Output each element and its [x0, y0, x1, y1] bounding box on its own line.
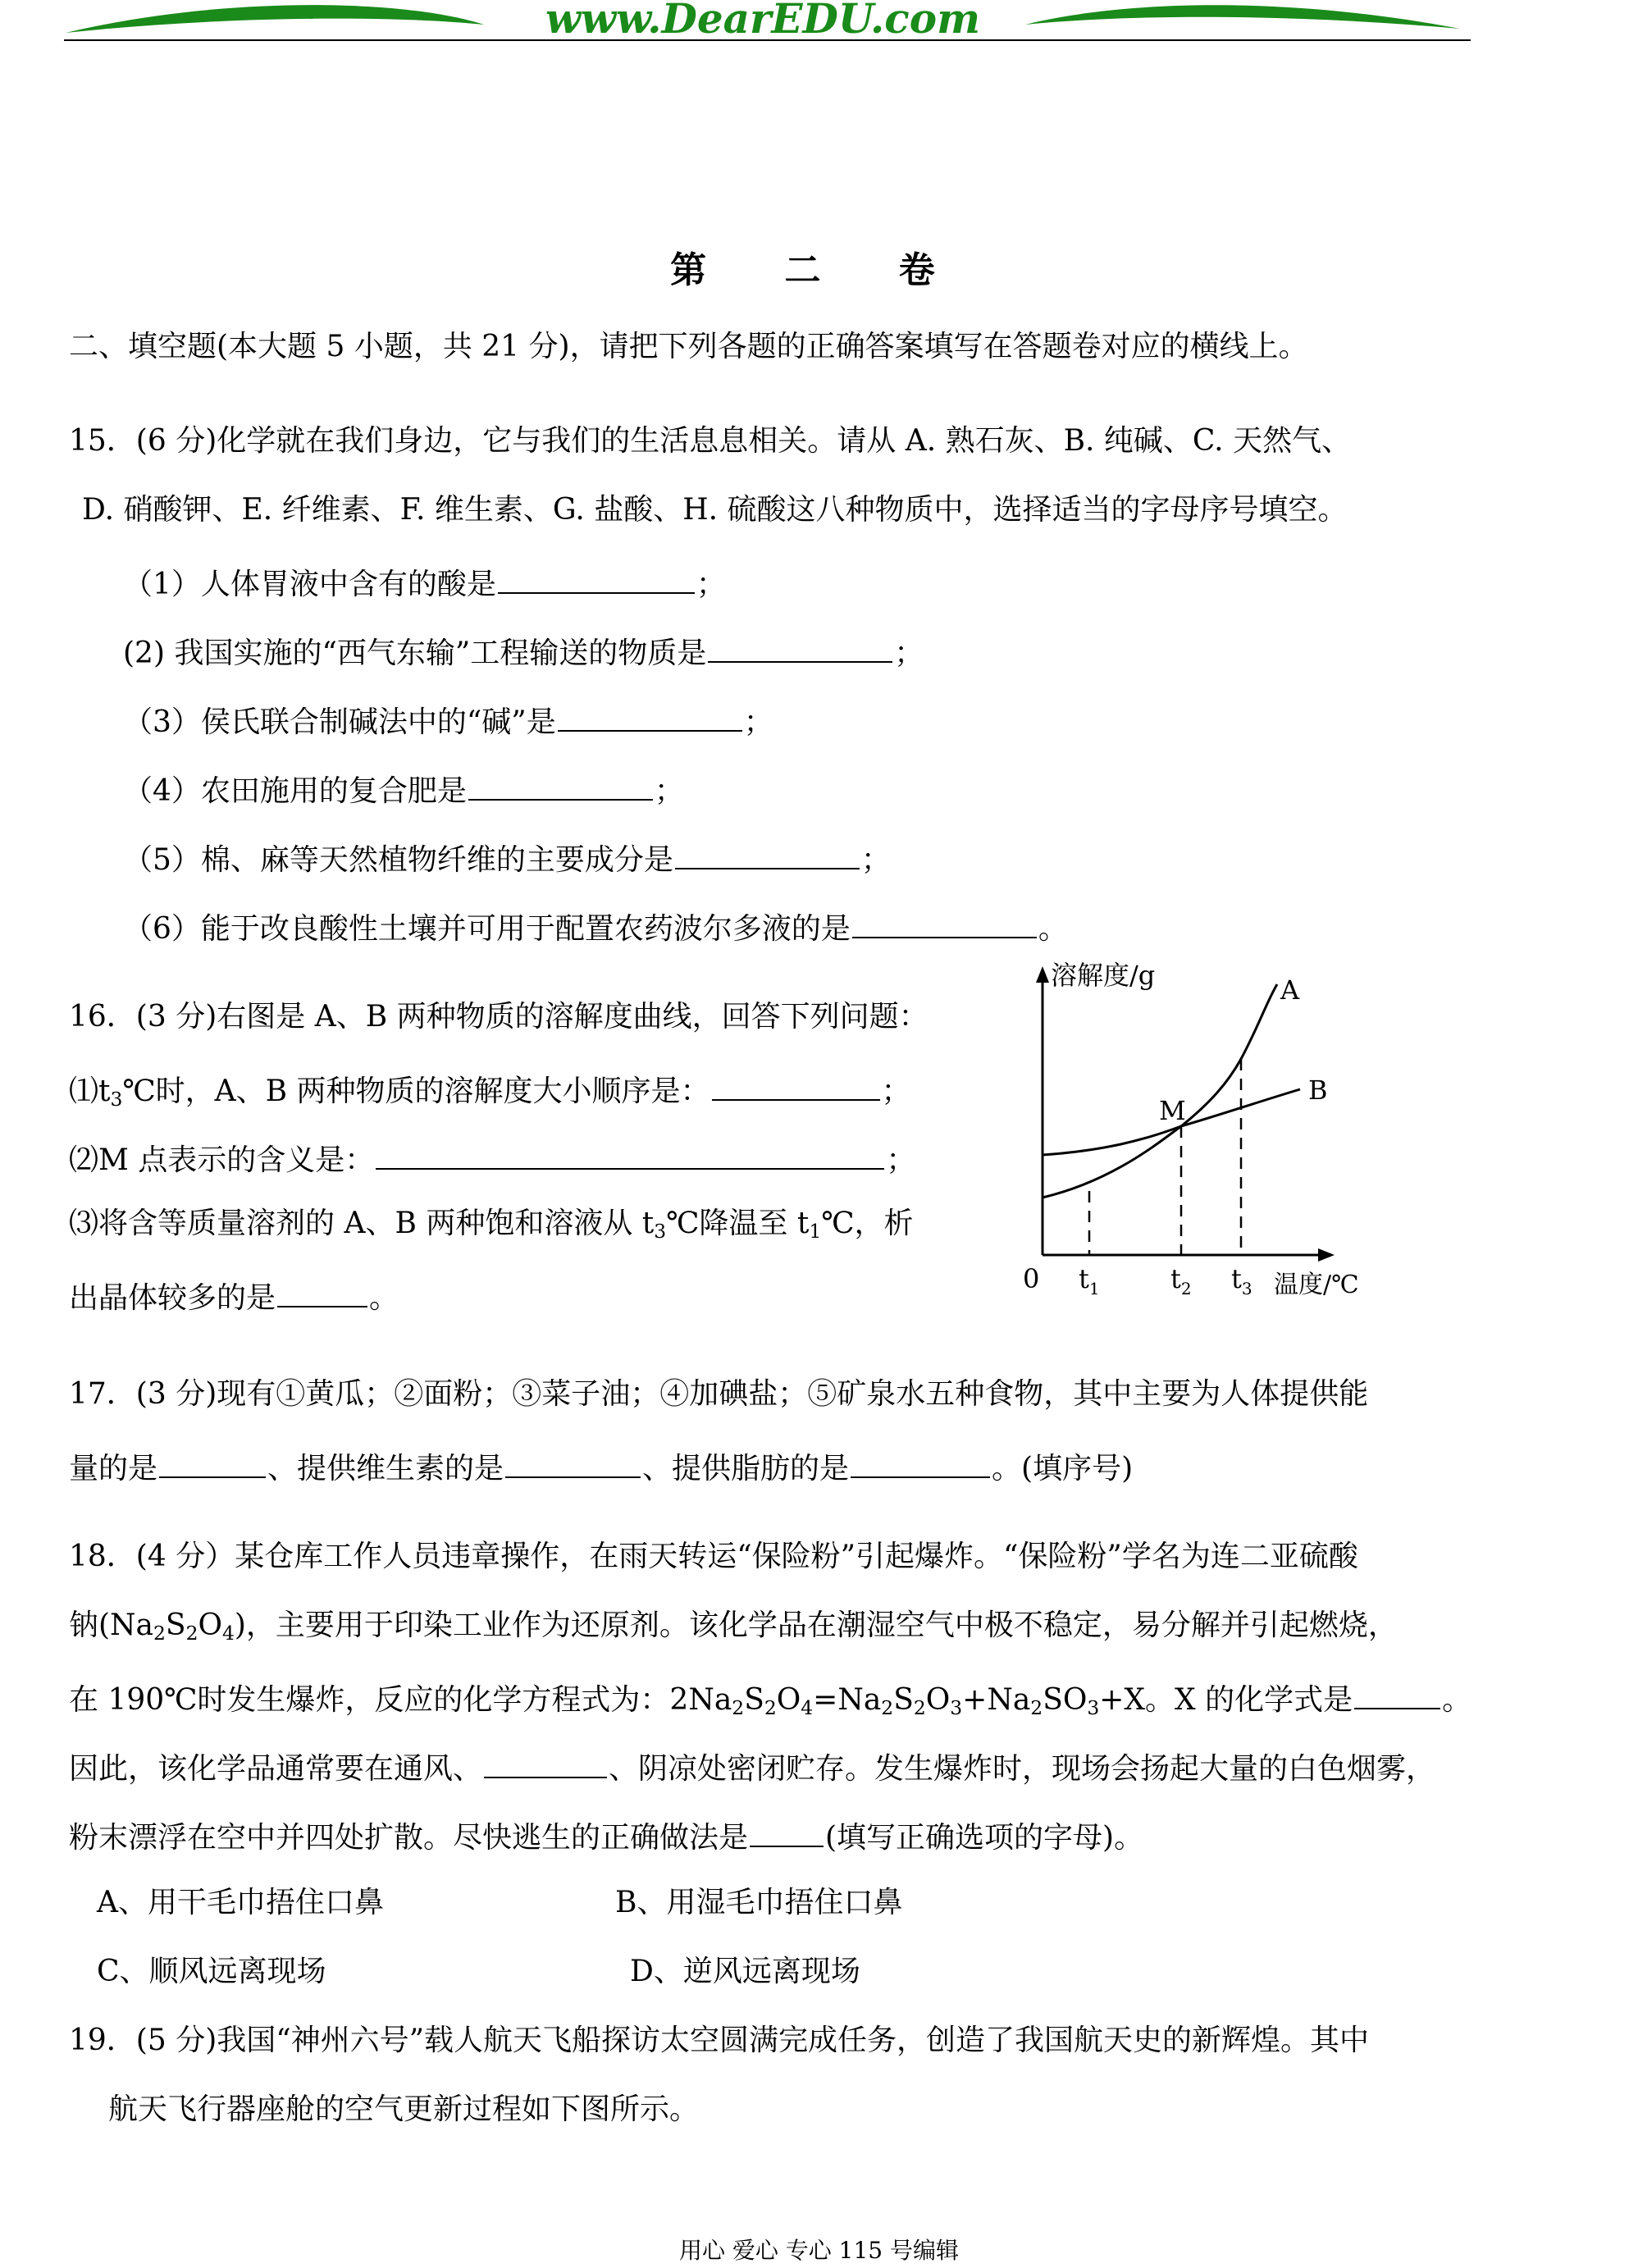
answer-blank[interactable] — [708, 633, 892, 663]
answer-blank[interactable] — [852, 909, 1037, 938]
x-axis-label: 温度/℃ — [1274, 1271, 1359, 1299]
page-footer: 用心 爱心 专心 115 号编辑 — [678, 2237, 960, 2264]
answer-blank[interactable] — [498, 564, 695, 594]
point-m-label: M — [1159, 1095, 1186, 1126]
q19-line-1: 19．(5 分)我国“神州六号”载人航天飞船探访太空圆满完成任务，创造了我国航天史的新辉煌。其中 — [69, 2024, 1370, 2057]
series-b-label: B — [1308, 1075, 1328, 1106]
y-axis-arrow — [1036, 966, 1049, 983]
section-intro: 二、填空题(本大题 5 小题，共 21 分)，请把下列各题的正确答案填写在答题卷对应的横线上。 — [69, 330, 1308, 363]
y-axis-label: 溶解度/g — [1051, 960, 1156, 991]
left-leaf-decoration — [66, 5, 484, 33]
q17-line-2: 量的是 、提供维生素的是 、提供脂肪的是 。(填序号) — [69, 1449, 1133, 1484]
q16-part-1: $⑴t_3℃$时，A、B 两种物质的溶解度大小顺序是： ； — [69, 1071, 911, 1107]
answer-blank[interactable] — [468, 771, 653, 801]
q16-part-3: ⑶将含等质量溶剂的 A、B 两种饱和溶液从 $t_3℃$降温至 $t_1℃$，析 — [69, 1207, 914, 1243]
answer-blank[interactable] — [1354, 1680, 1440, 1709]
q15-intro-line2: D. 硝酸钾、E. 纤维素、F. 维生素、G. 盐酸、H. 硫酸这八种物质中，选择适当的字母序号填空。 — [82, 493, 1348, 527]
answer-blank[interactable] — [159, 1449, 266, 1478]
q19-line-2: 航天飞行器座舱的空气更新过程如下图所示。 — [108, 2092, 700, 2126]
header-rule — [64, 39, 1471, 41]
right-leaf-decoration — [1025, 5, 1460, 29]
q18-line-4: 因此，该化学品通常要在通风、 、阴凉处密闭贮存。发生爆炸时，现场会扬起大量的白色烟雾， — [69, 1749, 1435, 1784]
site-logo-text: www.DearEDU.com — [545, 0, 981, 43]
q18-option-d: D、逆风远离现场 — [630, 1955, 860, 1988]
q15-item-5: （5）棉、麻等天然植物纤维的主要成分是 ； — [123, 840, 891, 875]
q18-line-1: 18．(4 分）某仓库工作人员违章操作，在雨天转运“保险粉”引起爆炸。“保险粉”学名为连二亚硫酸 — [69, 1540, 1358, 1573]
q18-line-2: 钠$(Na_2S_2O_4)$，主要用于印染工业作为还原剂。该化学品在潮湿空气中极不稳定，易分解并引起燃烧， — [69, 1609, 1398, 1645]
q16-intro: 16．(3 分)右图是 A、B 两种物质的溶解度曲线，回答下列问题： — [69, 1000, 929, 1034]
answer-blank[interactable] — [558, 702, 742, 732]
q15-item-6: （6）能于改良酸性土壤并可用于配置农药波尔多液的是 。 — [123, 909, 1068, 944]
tick-label-t2: $t_2$ — [1170, 1263, 1192, 1298]
answer-blank[interactable] — [675, 840, 860, 869]
q18-option-b: B、用湿毛巾捂住口鼻 — [615, 1886, 903, 1919]
q18-line-5: 粉末漂浮在空中并四处扩散。尽快逃生的正确做法是 (填写正确选项的字母)。 — [69, 1818, 1143, 1853]
x-axis-arrow — [1318, 1248, 1335, 1262]
tick-label-t1: $t_1$ — [1079, 1263, 1100, 1298]
answer-blank[interactable] — [750, 1818, 824, 1847]
answer-blank[interactable] — [505, 1449, 641, 1478]
answer-blank[interactable] — [484, 1749, 607, 1778]
header-banner — [57, 0, 1468, 49]
answer-blank[interactable] — [376, 1140, 884, 1170]
q15-intro-line1: 15．(6 分)化学就在我们身边，它与我们的生活息息相关。请从 A. 熟石灰、B. 纯碱、C. 天然气、 — [69, 424, 1352, 458]
q17-line-1: 17．(3 分)现有①黄瓜；②面粉；③菜子油；④加碘盐；⑤矿泉水五种食物，其中主要为人体提供能 — [69, 1377, 1369, 1411]
series-a-label: A — [1280, 974, 1300, 1006]
q18-option-a: A、用干毛巾捂住口鼻 — [97, 1886, 384, 1919]
q15-item-1: （1）人体胃液中含有的酸是 ； — [123, 564, 726, 600]
q15-item-2: (2) 我国实施的“西气东输”工程输送的物质是 ； — [123, 633, 924, 669]
q18-option-c: C、顺风远离现场 — [97, 1955, 326, 1988]
answer-blank[interactable] — [851, 1449, 990, 1478]
origin-label: 0 — [1023, 1263, 1040, 1294]
tick-label-t3: $t_3$ — [1231, 1263, 1252, 1298]
answer-blank[interactable] — [712, 1071, 880, 1101]
q16-part-2: ⑵M 点表示的含义是： ； — [69, 1140, 915, 1175]
page-title: 第 二 卷 — [670, 249, 968, 291]
q15-item-4: （4）农田施用的复合肥是 ； — [123, 771, 684, 806]
answer-blank[interactable] — [277, 1278, 367, 1307]
q15-item-3: （3）侯氏联合制碱法中的“碱”是 ； — [123, 702, 773, 737]
q18-line-3: 在 190℃时发生爆炸，反应的化学方程式为：$2Na_2S_2O_4=Na_2S_2O_3+Na_2SO_3+X$。X 的化学式是 。 — [69, 1680, 1471, 1715]
solubility-chart — [1013, 960, 1398, 1304]
q16-part-3-cont: 出晶体较多的是 。 — [69, 1278, 399, 1313]
